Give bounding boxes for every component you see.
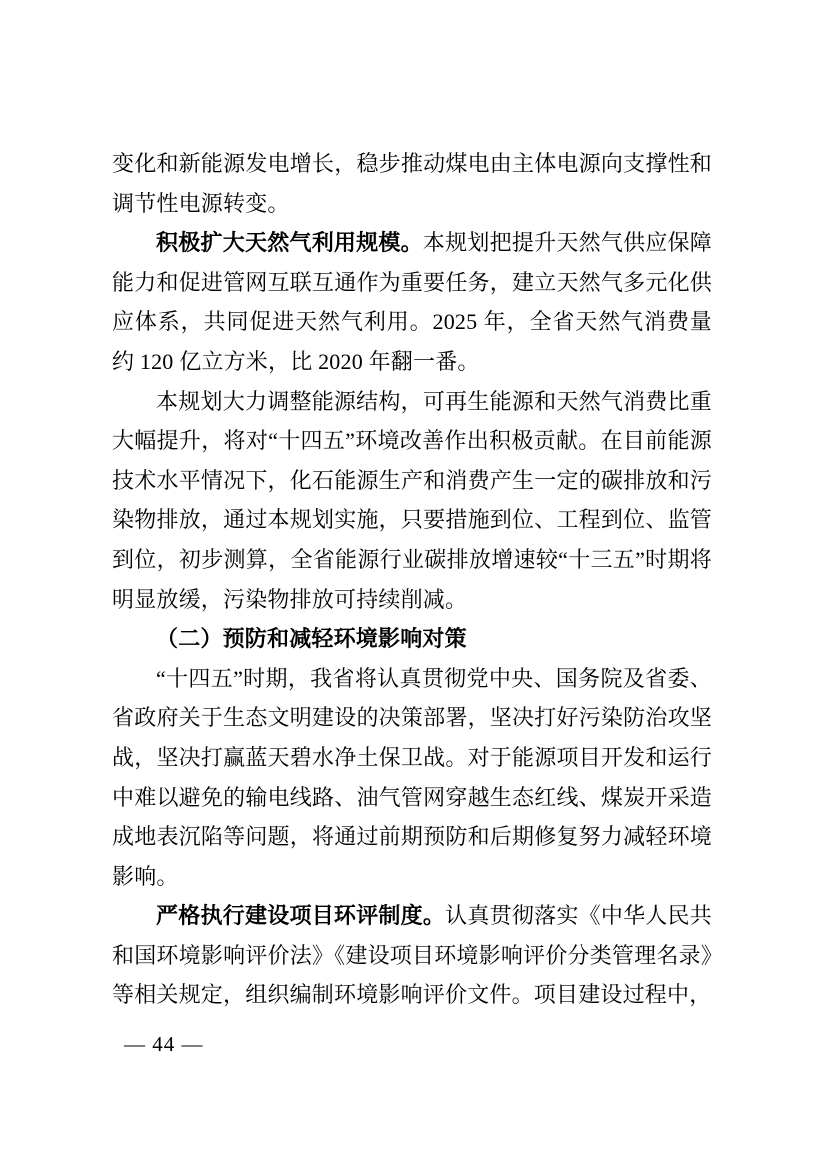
paragraph-text: 变化和新能源发电增长，稳步推动煤电由主体电源向支撑性和调节性电源转变。	[112, 151, 712, 216]
paragraph-text: 认真贯彻落实《中华人民共和国环境影响评价法》《建设项目环境影响评价分类管理名录》等相关规定，组织编制环境影响评价文件。项目建设过程中，	[112, 903, 712, 1008]
paragraph-lead-natural-gas: 积极扩大天然气利用规模。	[156, 230, 423, 256]
paragraph-text: 本规划把提升天然气供应保障能力和促进管网互联互通作为重要任务，建立天然气多元化供应体系，共同促进天然气利用。2025 年，全省天然气消费量约 120 亿立方米，比 2020 年翻一番。	[112, 230, 712, 374]
section-heading-2: （二）预防和减轻环境影响对策	[156, 626, 467, 652]
paragraph-text: 本规划大力调整能源结构，可再生能源和天然气消费比重大幅提升，将对“十四五”环境改善作出积极贡献。在目前能源技术水平情况下，化石能源生产和消费产生一定的碳排放和污染物排放，通过本规划实施，只要措施到位、工程到位、监管到位，初步测算，全省能源行业碳排放增速较“十三五”时期将明显放缓，污染物排放可持续削减。	[112, 388, 712, 612]
paragraph-natural-gas	[112, 223, 712, 381]
paragraph-lead-eia-system: 严格执行建设项目环评制度。	[156, 903, 446, 929]
paragraph-energy-structure	[112, 382, 712, 620]
paragraph-ecology-policy	[112, 659, 712, 897]
page-number: — 44 —	[124, 1032, 204, 1056]
paragraph-text: “十四五”时期，我省将认真贯彻党中央、国务院及省委、省政府关于生态文明建设的决策部署，坚决打好污染防治攻坚战，坚决打赢蓝天碧水净土保卫战。对于能源项目开发和运行中难以避免的输电线路、油气管网穿越生态红线、煤炭开采造成地表沉陷等问题，将通过前期预防和后期修复努力减轻环境影响。	[112, 665, 712, 889]
paragraph-eia-system	[112, 896, 712, 1015]
page-body	[112, 144, 712, 1015]
paragraph-coal-power-continuation	[112, 144, 712, 223]
